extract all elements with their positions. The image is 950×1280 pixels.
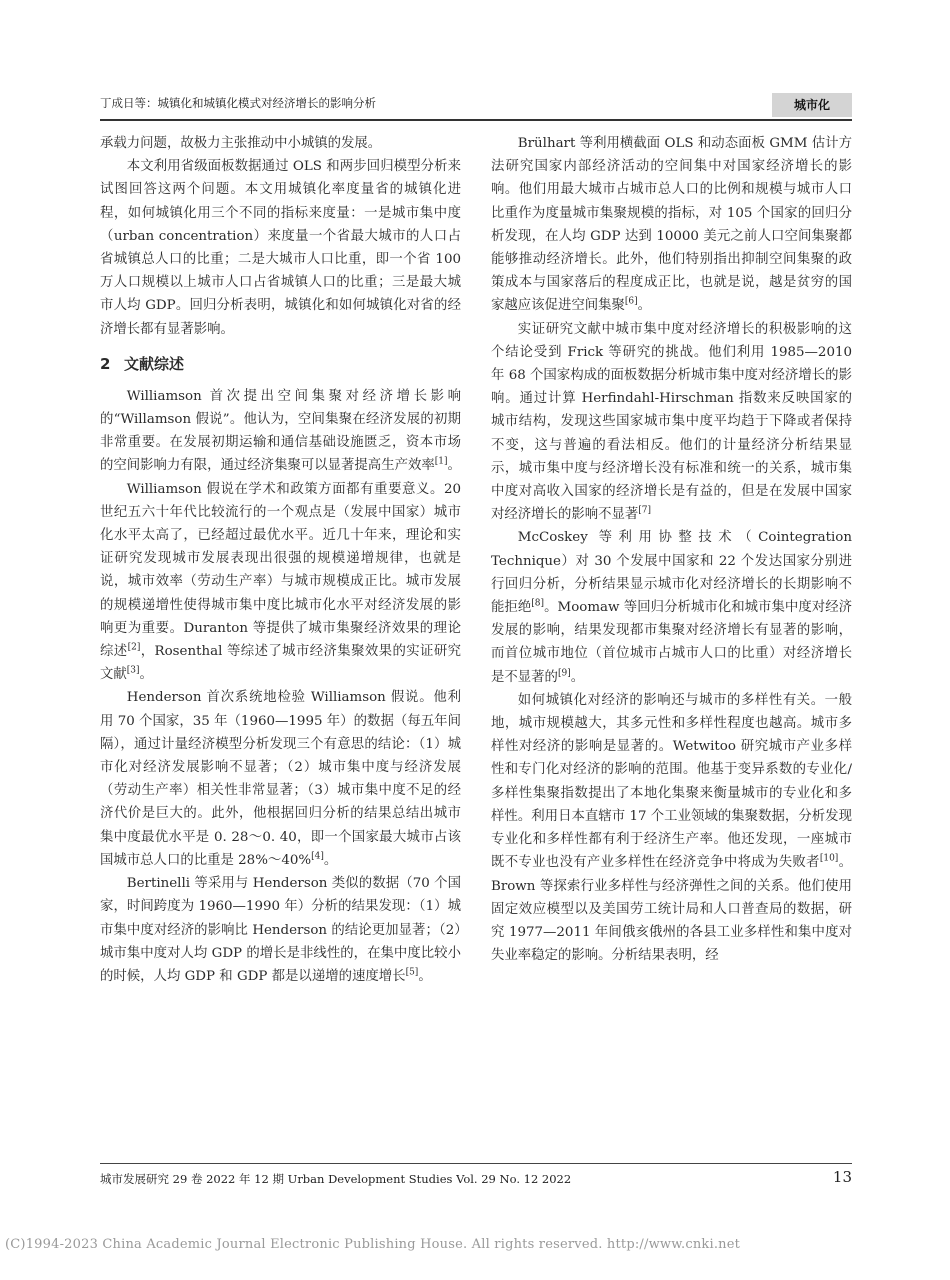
section-heading <box>100 351 461 377</box>
paragraph-text: 。 <box>570 669 585 685</box>
paragraph <box>491 132 852 318</box>
paragraph <box>100 385 461 478</box>
citation: [6] <box>624 296 638 307</box>
left-column <box>100 132 461 988</box>
paragraph: 本文利用省级面板数据通过 OLS 和两步回归模型分析来试图回答这两个问题。本文用城镇化率度量省的城镇化进程，如何城镇化用三个不同的指标来度量：一是城市集中度（urban concentration）来度量一个省最大城市的人口占省城镇总人口的比重；二是大城市人口比重，即一个省 100 万人口规模以上城市人口占省城镇人口的比重；三是最大城市人均 GDP。回归分析表明，城镇化和如何城镇化对省的经济增长都有显著影响。 <box>100 159 461 337</box>
citation: [3] <box>126 665 140 676</box>
paragraph-text: 。 <box>418 968 432 984</box>
paragraph <box>491 689 852 967</box>
paragraph-text: McCoskey 等利用协整技术（Cointegration Technique）对 30 个发展中国家和 22 个发达国家分别进行回归分析，分析结果显示城市化对经济增长的长期影响不能拒绝 <box>491 530 852 616</box>
copyright-watermark: (C)1994-2023 China Academic Journal Electronic Publishing House. All rights reserved. http://www.cnki.net <box>5 1237 741 1252</box>
paragraph-text: 。 <box>323 852 338 868</box>
section-tag: 城市化 <box>772 93 852 117</box>
running-title: 丁成日等：城镇化和城镇化模式对经济增长的影响分析 <box>100 96 376 110</box>
paragraph-text: 实证研究文献中城市集中度对经济增长的积极影响的这个结论受到 Frick 等研究的挑战。他们利用 1985—2010 年 68 个国家构成的面板数据分析城市集中度对经济增长的影响。通过计算 Herfindahl-Hirschman 指数来反映国家的城市结构，发现这些国家城市集中度平均趋于下降或者保持不变，这与普遍的看法相反。他们的计量经济分析结果显示，城市集中度与经济增长没有标准和统一的关系，城市集中度对高收入国家的经济增长是有益的，但是在发展中国家对经济增长的影响不显著 <box>491 321 852 523</box>
paragraph-text: Bertinelli 等采用与 Henderson 类似的数据（70 个国家，时间跨度为 1960—1990 年）分析的结果发现：（1）城市集中度对经济的影响比 Henderson 的结论更加显著；（2）城市集中度对人均 GDP 的增长是非线性的，在集中度比较小的时候，人均 GDP 和 GDP 都是以递增的速度增长 <box>100 876 461 984</box>
citation: [10] <box>819 853 839 864</box>
journal-footer: 城市发展研究 29 卷 2022 年 12 期 Urban Development Studies Vol. 29 No. 12 2022 <box>100 1172 572 1186</box>
paragraph <box>100 872 461 988</box>
paragraph-text: 。Brown 等探索行业多样性与经济弹性之间的关系。他们使用固定效应模型以及美国劳工统计局和人口普查局的数据，研究 1977—2011 年间俄亥俄州的各县工业多样性和集中度对失业率稳定的影响。分析结果表明，经 <box>491 855 853 964</box>
section-number: 2 <box>100 354 111 373</box>
paragraph-text: Williamson 假说在学术和政策方面都有重要意义。20 世纪五六十年代比较流行的一个观点是（发展中国家）城市化水平太高了，已经超过最优水平。近几十年来，理论和实证研究发现城市发展表现出很强的规模递增规律，也就是说，城市效率（劳动生产率）与城市规模成正比。城市发展的规模递增性使得城市集中度比城市化水平对经济发展的影响更为重要。Duranton 等提供了城市集聚经济效果的理论综述 <box>100 481 461 660</box>
paragraph-text: 。 <box>447 458 461 474</box>
section-title: 文献综述 <box>124 354 185 373</box>
citation: [4] <box>311 851 324 862</box>
page-number: 13 <box>832 1168 852 1186</box>
paragraph-text: 。 <box>637 298 652 314</box>
paragraph-text: Williamson 首次提出空间集聚对经济增长影响的“Willamson 假说”。他认为，空间集聚在经济发展的初期非常重要。在发展初期运输和通信基础设施匮乏，资本市场的空间影响力有限，通过经济集聚可以显著提高生产效率 <box>100 388 461 474</box>
right-column <box>491 132 852 967</box>
citation: [1] <box>434 456 448 467</box>
paragraph: 承载力问题，故极力主张推动中小城镇的发展。 <box>100 136 382 151</box>
paragraph-text: 。 <box>139 667 153 683</box>
paragraph-text: Henderson 首次系统地检验 Williamson 假说。他利用 70 个国家，35 年（1960—1995 年）的数据（每五年间隔），通过计量经济模型分析发现三个有意思的结论：（1）城市化对经济发展影响不显著；（2）城市集中度与经济发展（劳动生产率）相关性非常显著；（3）城市集中度不足的经济代价是巨大的。此外，他根据回归分析的结果总结出城市集中度最优水平是 0. 28～0. 40，即一个国家最大城市占该国城市总人口的比重是 28%～40% <box>100 690 461 868</box>
citation: [5] <box>405 967 419 978</box>
paragraph-text: 如何城镇化对经济的影响还与城市的多样性有关。一般地，城市规模越大，其多元性和多样性程度也越高。城市多样性对经济的影响是显著的。Wetwitoo 研究城市产业多样性和专门化对经济的影响的范围。他基于变异系数的专业化/多样性集聚指数提出了本地化集聚来衡量城市的专业化和多样性。利用日本直辖市 17 个工业领域的集聚数据，分析发现专业化和多样性都有利于经济生产率。他还发现，一座城市既不专业也没有产业多样性在经济竞争中将成为失败者 <box>491 692 852 871</box>
citation: [8] <box>531 598 545 609</box>
citation: [9] <box>557 668 571 679</box>
citation: [2] <box>127 642 141 653</box>
paragraph <box>491 318 852 527</box>
paragraph <box>491 526 852 688</box>
paragraph <box>100 478 461 687</box>
paragraph-text: Brülhart 等利用横截面 OLS 和动态面板 GMM 估计方法研究国家内部经济活动的空间集中对国家经济增长的影响。他们用最大城市占城市总人口的比例和规模与城市人口比重作为度量城市集聚规模的指标，对 105 个国家的回归分析发现，在人均 GDP 达到 10000 美元之前人口空间集聚都能够推动经济增长。此外，他们特别指出抑制空间集聚的政策成本与国家落后的程度成正比，也就是说，越是贫穷的国家越应该促进空间集聚 <box>491 136 852 314</box>
paragraph-text: 。Moomaw 等回归分析城市化和城市集中度对经济发展的影响，结果发现都市集聚对经济增长有显著的影响，而首位城市地位（首位城市占城市人口的比重）对经济增长是不显著的 <box>491 600 853 685</box>
citation: [7] <box>638 505 652 516</box>
footer-rule <box>100 1163 852 1164</box>
paragraph <box>100 686 461 872</box>
running-header <box>100 93 852 117</box>
header-rule <box>100 119 852 121</box>
paragraph-text: ，Rosenthal 等综述了城市经济集聚效果的实证研究文献 <box>100 644 461 683</box>
